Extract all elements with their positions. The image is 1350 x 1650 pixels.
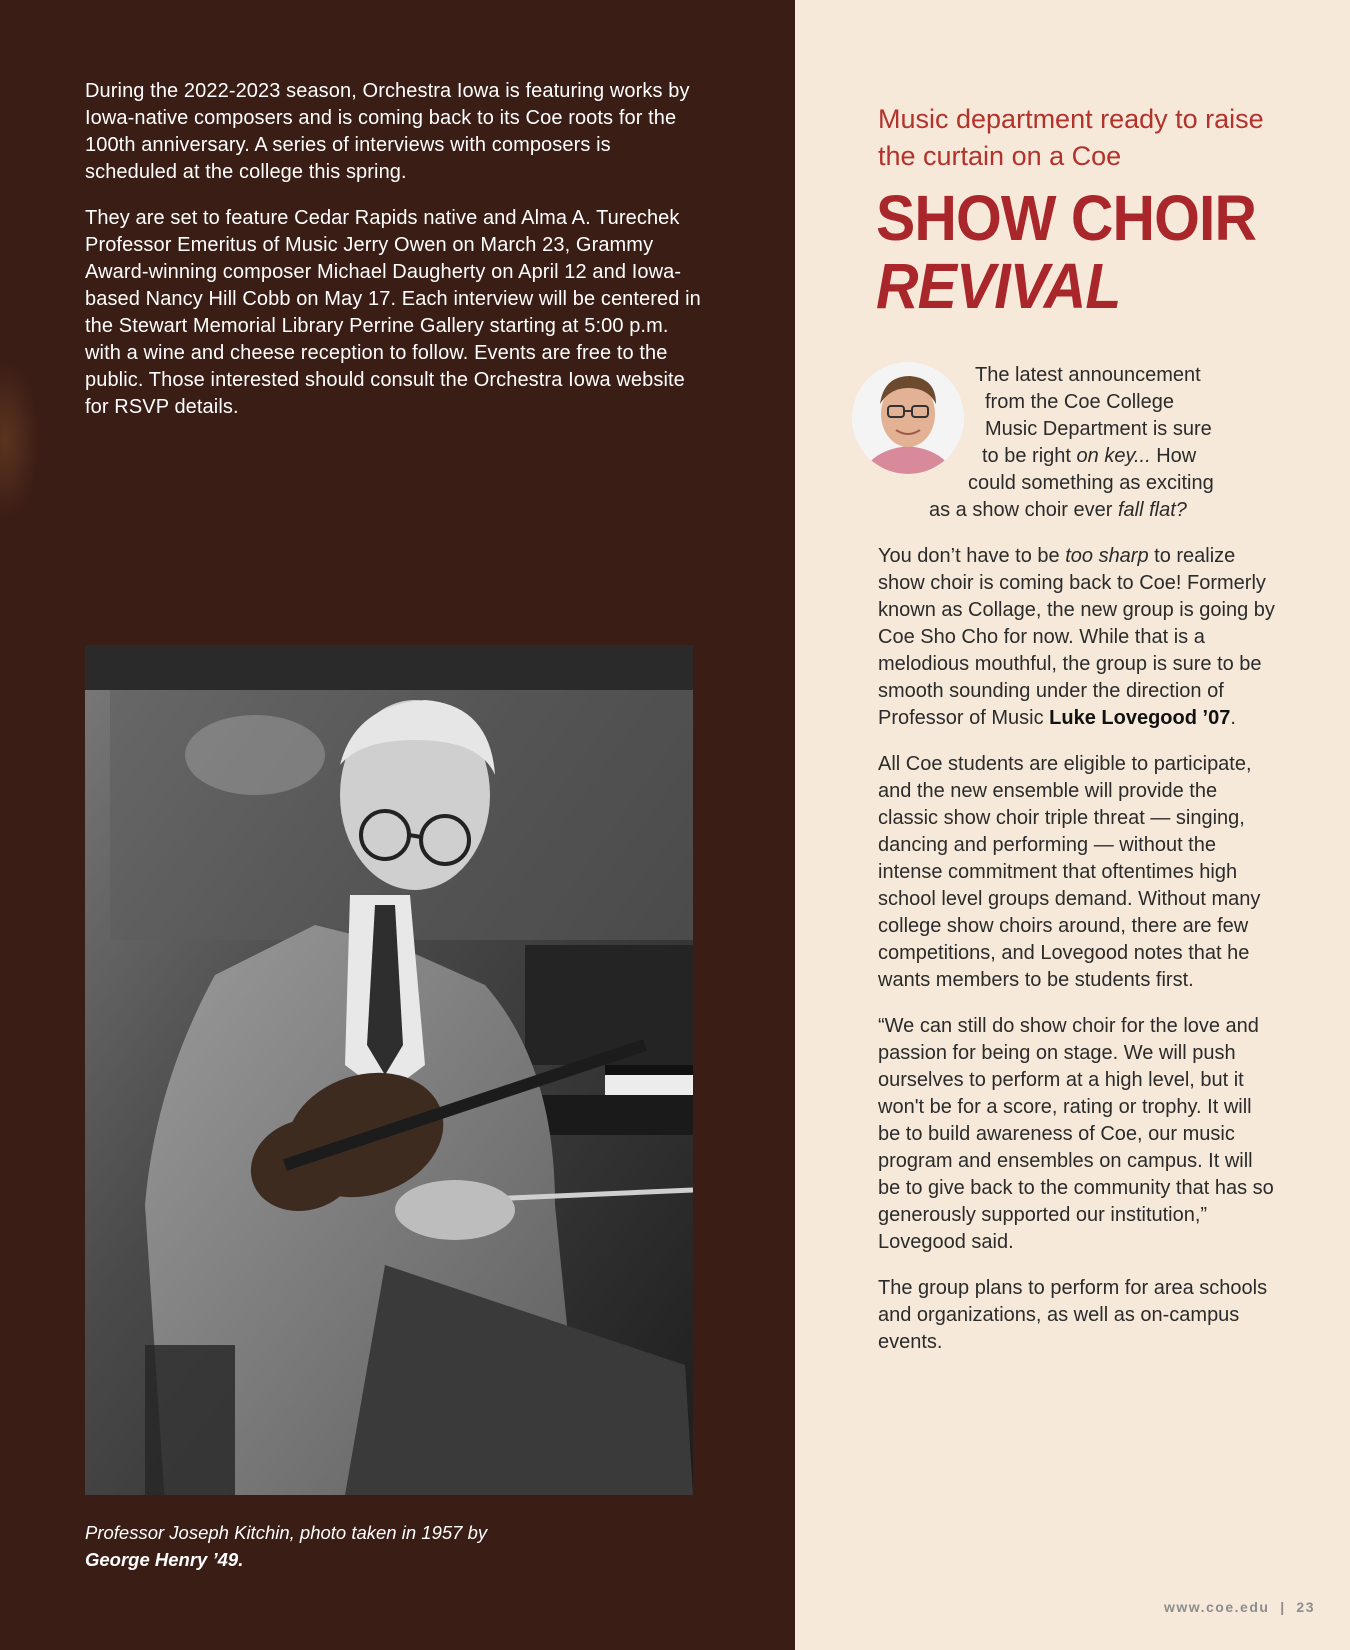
p1-name-luke-lovegood: Luke Lovegood ’07 [1049, 707, 1231, 729]
p1-part-b: to realize show choir is coming back to Coe! Formerly known as Collage, the new group is going by Coe Sho Cho for now. While that is a melodious mouthful, the group is sure to be smooth sounding under the direction of Professor of Music [878, 545, 1275, 729]
left-paragraph-2: They are set to feature Cedar Rapids native and Alma A. Turechek Professor Emeritus of Music Jerry Owen on March 23, Grammy Award-winning composer Michael Daugherty on April 12 and Iowa-based Nancy Hill Cobb on May 17. Each interview will be centered in the Stewart Memorial Library Perrine Gallery starting at 5:00 p.m. with a wine and cheese reception to follow. Events are free to the public. Those interested should consult the Orchestra Iowa website for RSVP details. [85, 207, 701, 418]
intro-emphasis-on-key: on key... [1076, 445, 1151, 467]
article-headline [876, 184, 1281, 320]
p1-part-a: You don’t have to be [878, 545, 1066, 567]
intro-line-6-a: as a show choir ever [929, 499, 1118, 521]
body-paragraph-1 [878, 543, 1278, 732]
article-intro [870, 362, 1270, 524]
intro-line-5: could something as exciting [968, 472, 1214, 494]
background-glow [0, 360, 40, 520]
professor-photo [85, 645, 693, 1495]
intro-line-4-b: How [1150, 445, 1197, 467]
left-paragraph-1: During the 2022-2023 season, Orchestra Iowa is featuring works by Iowa-native composers and is coming back to its Coe roots for the 100th anniversary. A series of interviews with composers is scheduled at the college this spring. [85, 80, 690, 183]
footer-url: www.coe.edu [1163, 1599, 1270, 1615]
left-article-text [85, 78, 705, 440]
article-body [878, 543, 1278, 1375]
body-paragraph-2: All Coe students are eligible to participate, and the new ensemble will provide the classic show choir triple threat — singing, dancing and performing — without the intense commitment that oftentimes high school level groups demand. Without many college show choirs around, there are few competitions, and Lovegood notes that he wants members to be students first. [878, 753, 1261, 991]
page-number: 23 [1296, 1599, 1315, 1615]
article-kicker: Music department ready to raise the curtain on a Coe [878, 104, 1264, 171]
body-paragraph-3: “We can still do show choir for the love and passion for being on stage. We will push ourselves to perform at a high level, but it won't be for a score, rating or trophy. It will be to build awareness of Coe, our music program and ensembles on campus. It will be to give back to the community that has so generously supported our institution,” Lovegood said. [878, 1015, 1274, 1253]
intro-line-4 [870, 443, 1270, 470]
photo-caption [85, 1519, 645, 1573]
headline-line-1: SHOW CHOIR [876, 182, 1257, 254]
intro-line-2: from the Coe College [985, 391, 1174, 413]
p1-emphasis: too sharp [1065, 545, 1149, 567]
intro-line-3: Music Department is sure [985, 418, 1212, 440]
caption-credit: George Henry ’49. [85, 1549, 244, 1570]
intro-line-6 [870, 497, 1270, 524]
p1-part-c: . [1230, 707, 1236, 729]
headline-line-2: REVIVAL [876, 250, 1121, 322]
caption-text: Professor Joseph Kitchin, photo taken in 1957 by [85, 1522, 488, 1543]
body-paragraph-4: The group plans to perform for area schools and organizations, as well as on-campus events. [878, 1277, 1268, 1353]
intro-line-1: The latest announcement [975, 364, 1201, 386]
intro-line-4-a: to be right [982, 445, 1077, 467]
page-footer [1100, 1599, 1315, 1615]
intro-emphasis-fall-flat: fall flat? [1117, 499, 1187, 521]
footer-separator: | [1280, 1599, 1286, 1615]
professor-photo-illustration [85, 645, 693, 1495]
